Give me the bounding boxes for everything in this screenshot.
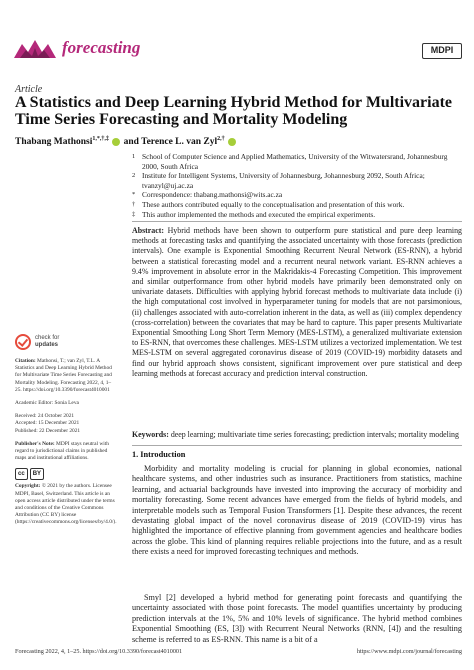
divider (132, 445, 462, 446)
author-line (15, 136, 460, 147)
paragraph: Morbidity and mortality modeling is crucial for planning in global economies, national healthcare systems, and other industries such as insurance. Practitioners from statistics, machine learning, and actuarial backgrounds have invested into improving the accuracy of morbidity and mortality forecasting. Some recent advances have emerged from the fields of hybrid models, and interpretable models such as Temporal Fusion Transformers [1]. Despite these advances, the recent devastating global impact of the novel coronavirus disease of 2019 (COVID-19) virus has highlighted the importance of effective planning from government agencies and healthcare bodies across the globe. This kind of planning requires reliable projections into the future, and as a result there exists a need for improved forecasting techniques and methods. (132, 464, 462, 557)
abstract-text: Hybrid methods have been shown to outperform pure statistical and pure deep learning methods at forecasting tasks and quantifying the associated uncertainty with those forecasts (prediction intervals). One example is Exponential Smoothing Recurrent Neural Network (ES-RNN), a hybrid between a statistical forecasting model and a recurrent neural network variant. ES-RNN achieves a 9.4% improvement in absolute error in the Makridakis-4 Forecasting Competition. This improvement and similar outperformance from other hybrid models have primarily been demonstrated only on univariate datasets. Difficulties with applying hybrid forecast methods to multivariate data include (i) the high computational cost involved in hyperparameter tuning for models that are not parsimonious, (ii) challenges associated with auto-correlation inherent in the data, as well as (iii) complex dependency (cross-correlation) between the covariates that may be hard to capture. This paper presents Multivariate Exponential Smoothing Long Short Term Memory (MES-LSTM), a generalized multivariate extension to ES-RNN, that overcomes these challenges. MES-LSTM utilizes a vectorized implementation. We test MES-LSTM on several aggregated coronavirus disease of 2019 (COVID-19) morbidity datasets and find our hybrid approach shows consistent, significant improvement over pure statistical and deep learning methods at forecast accuracy and prediction interval construction. (132, 226, 462, 378)
journal-header (0, 0, 474, 80)
author-1-marks: 1,*,†,‡ (92, 136, 109, 142)
abstract-label: Abstract: (132, 226, 164, 235)
article-title: A Statistics and Deep Learning Hybrid Method for Multivariate Time Series Forecasting and Mortality Modeling (15, 94, 453, 128)
orcid-icon[interactable] (112, 138, 120, 146)
author-1[interactable]: Thabang Mathonsi (15, 137, 93, 148)
affiliation-item: ‡ This author implemented the methods and executed the empirical experiments. (132, 209, 376, 219)
affiliation-item: † These authors contributed equally to the conceptualisation and presentation of this work. (132, 199, 405, 209)
affiliations (132, 152, 462, 219)
cc-license-icon[interactable]: cc BY (15, 468, 115, 480)
affiliation-item: 2 Institute for Intelligent Systems, University of Johannesburg, Johannesburg 2092, South Africa; tvanzyl@uj.ac.za (132, 171, 425, 190)
keywords-text: deep learning; multivariate time series forecasting; prediction intervals; mortality modeling (170, 430, 459, 439)
footer-citation: Forecasting 2022, 4, 1–25. https://doi.org/10.3390/forecast4010001 (15, 648, 183, 655)
publisher-logo: MDPI (422, 43, 462, 59)
author-2-marks: 2,† (217, 136, 225, 142)
article-type: Article (15, 84, 43, 95)
page-footer (15, 648, 462, 655)
citation: Citation: Mathonsi, T.; van Zyl, T.L. A Statistics and Deep Learning Hybrid Method for Multivariate Time Series Forecasting and Mortality Modeling. Forecasting 2022, 4, 1–25. https://doi.org/10.3390/forecast4010001 (15, 358, 112, 393)
affiliation-item: * Correspondence: thabang.mathonsi@wits.ac.za (132, 190, 283, 200)
journal-logo-icon (10, 38, 60, 62)
academic-editor: Academic Editor: Sonia Leva (15, 400, 79, 407)
copyright: Copyright: © 2021 by the authors. Licensee MDPI, Basel, Switzerland. This article is an open access article distributed under the terms and conditions of the Creative Commons Attribution (CC BY) license (https://creativecommons.org/licenses/by/4.0/). (15, 483, 117, 526)
publisher-note: Publisher's Note: MDPI stays neutral with regard to jurisdictional claims in published maps and institutional affiliations. (15, 440, 109, 462)
journal-name: forecasting (62, 38, 141, 57)
paragraph: Smyl [2] developed a hybrid method for generating point forecasts and quantifying the uncertainty associated with those point forecasts. The model quantifies uncertainty by producing prediction intervals at the 1%, 5% and 10% levels of significance. The hybrid method combines Exponential Smoothing (ES, [3]) with Recurrent Neural Networks (RNN, [4]) and the resulting scheme is referred to as ES-RNN. This name is a bit of a (132, 593, 462, 644)
abstract (132, 226, 462, 379)
article-sidebar (15, 334, 115, 533)
orcid-icon[interactable] (228, 138, 236, 146)
keywords (132, 430, 462, 440)
author-2[interactable]: and Terence L. van Zyl (123, 137, 218, 148)
divider (132, 221, 462, 222)
footer-url[interactable]: https://www.mdpi.com/journal/forecasting (356, 648, 462, 655)
dates: Received: 24 October 2021 Accepted: 15 December 2021 Published: 22 December 2021 (15, 413, 81, 434)
check-for-updates-button[interactable]: check for updates (15, 334, 115, 350)
check-updates-icon (15, 334, 31, 350)
affiliation-item: 1 School of Computer Science and Applied Mathematics, University of the Witwatersrand, Johannesburg 2000, South Africa (132, 152, 448, 171)
section-heading: 1. Introduction (132, 450, 186, 459)
keywords-label: Keywords: (132, 430, 169, 439)
